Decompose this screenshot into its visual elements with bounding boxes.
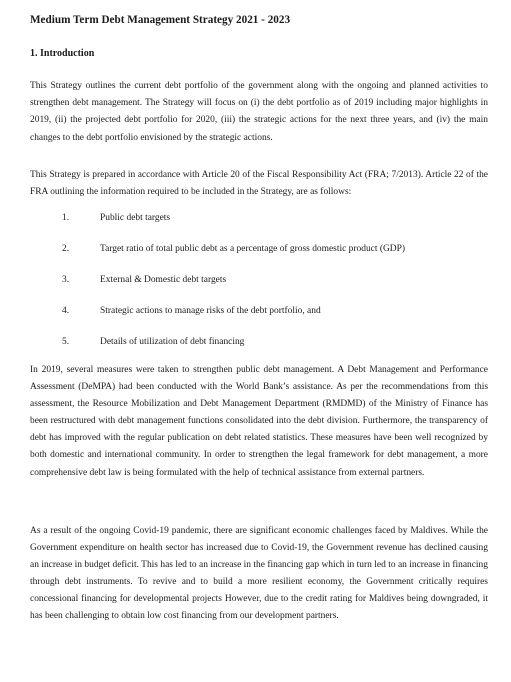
- list-item-number: 1.: [62, 213, 70, 223]
- list-item-number: 5.: [62, 337, 70, 347]
- document-title: Medium Term Debt Management Strategy 2021 - 2023: [30, 14, 291, 26]
- list-item-text: Strategic actions to manage risks of the debt portfolio, and: [100, 306, 321, 316]
- list-item-text: External & Domestic debt targets: [100, 275, 227, 285]
- paragraph-legal-basis: This Strategy is prepared in accordance with Article 20 of the Fiscal Responsibility Act (FRA; 7/2013). Article 22 of the FRA outlining the information required to be included in the Strategy, are as follows:: [30, 170, 488, 198]
- list-item-text: Target ratio of total public debt as a percentage of gross domestic product (GDP): [100, 244, 406, 254]
- paragraph-intro: This Strategy outlines the current debt portfolio of the government along with the ongoing and planned activities to strengthen debt management. The Strategy will focus on (i) the debt portfolio as of 2019 including major highlights in 2019, (ii) the projected debt portfolio for 2020, (iii) the strategic actions for the next three years, and (iv) the main changes to the debt portfolio envisioned by the strategic actions.: [30, 81, 488, 143]
- list-item-number: 4.: [62, 306, 70, 316]
- list-item-text: Public debt targets: [100, 213, 171, 223]
- list-item-number: 2.: [62, 244, 70, 254]
- paragraph-covid-challenges: As a result of the ongoing Covid-19 pandemic, there are significant economic challenges faced by Maldives. While the Government expenditure on health sector has increased due to Covid-19, the Government revenue has declined causing an increase in budget deficit. This has led to an increase in the financing gap which in turn led to an increase in financing through debt instruments. To revive and to build a more resilient economy, the Government critically requires concessional financing for developmental projects However, due to the credit rating for Maldives being downgraded, it has been challenging to obtain low cost financing from our development partners.: [30, 526, 488, 622]
- list-item-number: 3.: [62, 275, 70, 285]
- paragraph-2019-measures: In 2019, several measures were taken to strengthen public debt management. A Debt Management and Performance Assessment (DeMPA) had been conducted with the World Bank’s assistance. As per the recommendations from this assessment, the Resource Mobilization and Debt Management Department (RMDMD) of the Ministry of Finance has been restructured with debt management functions consolidated into the debt division. Furthermore, the transparency of debt has improved with the regular publication on debt related statistics. These measures have been well recognized by both domestic and international community. In order to strengthen the legal framework for debt management, a more comprehensive debt law is being formulated with the help of technical assistance from external partners.: [30, 365, 488, 478]
- section-heading: 1. Introduction: [30, 48, 95, 59]
- list-item-text: Details of utilization of debt financing: [100, 337, 245, 347]
